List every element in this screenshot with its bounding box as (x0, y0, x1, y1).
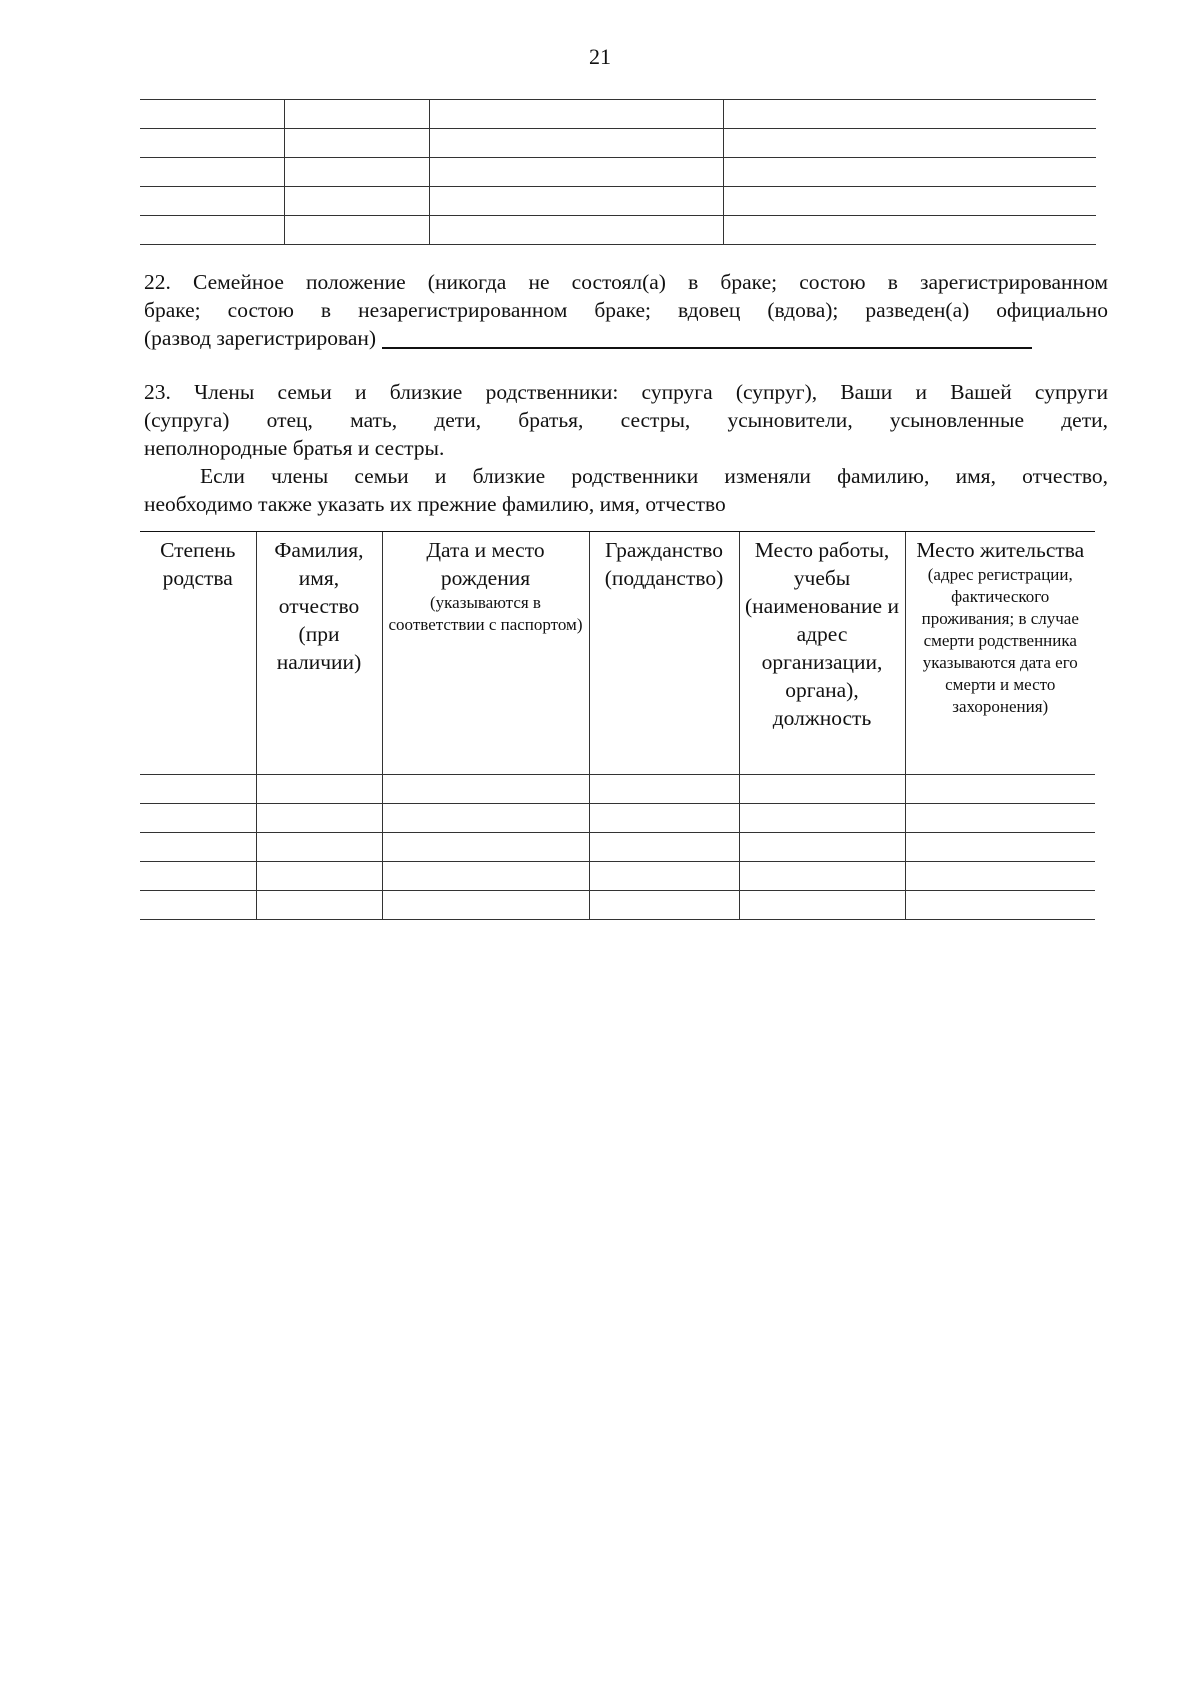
table-cell[interactable] (905, 775, 1095, 804)
table-cell[interactable] (256, 833, 382, 862)
table-cell[interactable] (739, 775, 905, 804)
section-23-note-line-2: необходимо также указать их прежние фамилию, имя, отчество (144, 492, 726, 516)
table-cell[interactable] (140, 187, 284, 216)
table-cell[interactable] (256, 775, 382, 804)
table-cell[interactable] (382, 775, 589, 804)
table-cell[interactable] (284, 187, 429, 216)
marital-status-input-line[interactable] (382, 325, 1032, 349)
header-work-place: Место работы, учебы (наименование и адрес организации, органа), должность (739, 532, 905, 775)
table-cell[interactable] (140, 100, 284, 129)
table-row (140, 804, 1095, 833)
table-cell[interactable] (739, 891, 905, 920)
table-cell[interactable] (256, 891, 382, 920)
table-cell[interactable] (140, 862, 256, 891)
table-cell[interactable] (739, 833, 905, 862)
table-row (140, 775, 1095, 804)
table-cell[interactable] (429, 129, 723, 158)
table-row (140, 187, 1096, 216)
continuation-table (140, 99, 1096, 245)
table-cell[interactable] (382, 862, 589, 891)
table-row (140, 216, 1096, 245)
table-cell[interactable] (284, 129, 429, 158)
table-cell[interactable] (382, 891, 589, 920)
section-23-line-3: неполнородные братья и сестры. (144, 436, 445, 460)
table-cell[interactable] (589, 775, 739, 804)
header-relationship: Степень родства (140, 532, 256, 775)
table-cell[interactable] (256, 862, 382, 891)
table-cell[interactable] (739, 862, 905, 891)
table-cell[interactable] (589, 833, 739, 862)
header-birth-date-place-note: (указываются в соответствии с паспортом) (388, 593, 583, 634)
table-row (140, 100, 1096, 129)
table-cell[interactable] (429, 158, 723, 187)
section-23-line-1: 23. Члены семьи и близкие родственники: супруга (супруг), Ваши и Вашей супруги (144, 380, 1108, 404)
table-cell[interactable] (905, 891, 1095, 920)
table-cell[interactable] (382, 804, 589, 833)
section-22-line-3: (развод зарегистрирован) (144, 326, 377, 350)
table-cell[interactable] (140, 129, 284, 158)
table-cell[interactable] (589, 804, 739, 833)
table-cell[interactable] (284, 158, 429, 187)
table-cell[interactable] (723, 158, 1096, 187)
section-22-line-1: 22. Семейное положение (никогда не состоял(а) в браке; состою в зарегистрированном (144, 270, 1108, 294)
table-cell[interactable] (589, 891, 739, 920)
table-cell[interactable] (382, 833, 589, 862)
table-cell[interactable] (723, 216, 1096, 245)
table-cell[interactable] (723, 187, 1096, 216)
header-residence: Место жительства (адрес регистрации, фактического проживания; в случае смерти родственника указываются дата его смерти и место захоронения) (905, 532, 1095, 775)
table-cell[interactable] (429, 100, 723, 129)
table-row (140, 158, 1096, 187)
table-cell[interactable] (429, 216, 723, 245)
header-residence-note: (адрес регистрации, фактического проживания; в случае смерти родственника указываются дата его смерти и место захоронения) (921, 565, 1079, 716)
table-cell[interactable] (140, 216, 284, 245)
table-row (140, 129, 1096, 158)
table-cell[interactable] (140, 833, 256, 862)
relatives-table (140, 531, 1095, 920)
section-23-note (144, 462, 1108, 518)
table-cell[interactable] (256, 804, 382, 833)
table-cell[interactable] (140, 891, 256, 920)
header-full-name: Фамилия, имя, отчество (при наличии) (256, 532, 382, 775)
table-cell[interactable] (905, 833, 1095, 862)
header-citizenship: Гражданство (подданство) (589, 532, 739, 775)
header-birth-date-place: Дата и место рождения (указываются в соответствии с паспортом) (382, 532, 589, 775)
section-23-note-line-1: Если члены семьи и близкие родственники изменяли фамилию, имя, отчество, (200, 464, 1108, 488)
table-cell[interactable] (723, 129, 1096, 158)
section-23-line-2: (супруга) отец, мать, дети, братья, сестры, усыновители, усыновленные дети, (144, 408, 1108, 432)
table-row (140, 862, 1095, 891)
section-23-family-members (144, 378, 1108, 462)
table-cell[interactable] (140, 775, 256, 804)
table-row (140, 891, 1095, 920)
table-cell[interactable] (739, 804, 905, 833)
table-cell[interactable] (140, 158, 284, 187)
table-cell[interactable] (284, 216, 429, 245)
page-number: 21 (589, 44, 611, 69)
section-22-line-2: браке; состою в незарегистрированном браке; вдовец (вдова); разведен(а) официально (144, 298, 1108, 322)
section-22-marital-status (144, 268, 1108, 352)
table-row (140, 833, 1095, 862)
table-cell[interactable] (284, 100, 429, 129)
table-cell[interactable] (905, 862, 1095, 891)
table-cell[interactable] (429, 187, 723, 216)
table-cell[interactable] (723, 100, 1096, 129)
table-cell[interactable] (589, 862, 739, 891)
table-cell[interactable] (905, 804, 1095, 833)
table-cell[interactable] (140, 804, 256, 833)
